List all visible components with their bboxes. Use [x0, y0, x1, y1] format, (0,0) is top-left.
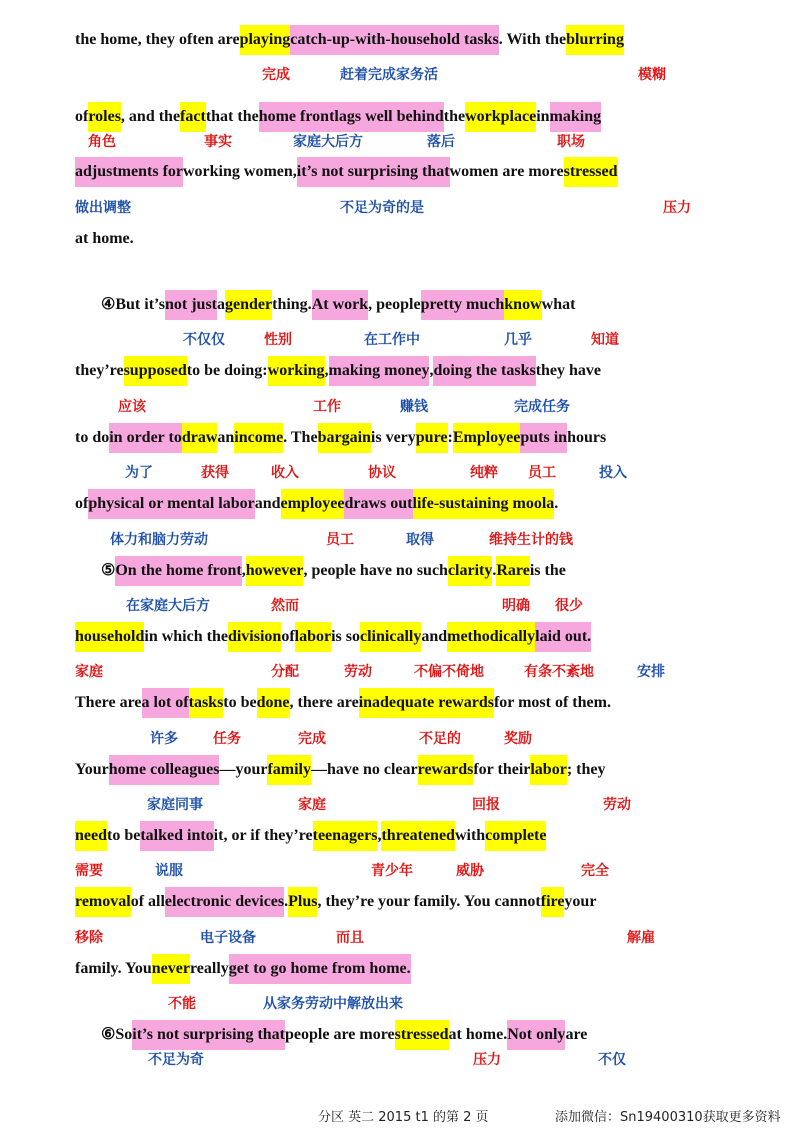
chinese-annotation: 家庭: [75, 664, 103, 680]
text-segment: working women,: [183, 163, 297, 180]
chinese-annotation: 需要: [75, 863, 103, 879]
text-segment: .: [284, 893, 289, 910]
text-segment: . The: [283, 429, 318, 446]
chinese-annotation: 获得: [201, 465, 229, 481]
text-segment: that the: [205, 108, 259, 125]
chinese-annotation: 奖励: [504, 731, 532, 747]
chinese-annotation: 而且: [336, 930, 364, 946]
chinese-annotation: 在家庭大后方: [126, 598, 210, 614]
chinese-annotation: 家庭: [298, 797, 326, 813]
text-segment: ④But it’s: [101, 296, 165, 313]
chinese-annotation: 职场: [557, 134, 585, 150]
pink-highlight-phrase: At work: [312, 290, 368, 320]
chinese-annotation: 纯粹: [470, 465, 498, 481]
yellow-highlight-phrase: done: [257, 688, 290, 718]
text-segment: .: [492, 562, 497, 579]
chinese-annotation: 青少年: [371, 863, 413, 879]
text-segment: ,: [377, 827, 382, 844]
text-segment: of: [281, 628, 295, 645]
pink-highlight-phrase: a lot of: [142, 688, 189, 718]
pink-highlight-phrase: talked into: [140, 821, 213, 851]
chinese-annotation: 回报: [472, 797, 500, 813]
chinese-annotation: 不仅: [598, 1052, 626, 1068]
chinese-annotation: 完成任务: [514, 399, 570, 415]
text-line: [75, 423, 606, 453]
pink-highlight-phrase: draws out: [344, 489, 412, 519]
yellow-highlight-phrase: bargain: [318, 423, 371, 453]
pink-highlight-phrase: catch-up-with-household tasks: [290, 25, 498, 55]
yellow-highlight-phrase: Plus: [288, 887, 317, 917]
contact-note: 添加微信：Sn19400310获取更多资料: [555, 1110, 781, 1125]
chinese-annotation: 完全: [581, 863, 609, 879]
yellow-highlight-phrase: methodically: [447, 622, 535, 652]
text-line: [75, 157, 618, 187]
chinese-annotation: 在工作中: [364, 332, 420, 348]
chinese-annotation: 从家务劳动中解放出来: [263, 996, 403, 1012]
yellow-highlight-phrase: Rare: [496, 556, 529, 586]
text-segment: an: [217, 429, 235, 446]
chinese-annotation: 知道: [591, 332, 619, 348]
pink-highlight-phrase: electronic devices: [165, 887, 284, 917]
text-segment: to be: [223, 694, 257, 711]
chinese-annotation: 压力: [663, 200, 691, 216]
text-segment: they have: [535, 362, 602, 379]
yellow-highlight-phrase: income: [234, 423, 283, 453]
text-segment: to be: [107, 827, 141, 844]
pink-highlight-phrase: lags well behind: [334, 102, 443, 132]
text-line: [75, 489, 558, 519]
yellow-highlight-phrase: family: [267, 755, 311, 785]
chinese-annotation: 压力: [473, 1052, 501, 1068]
chinese-annotation: 家庭同事: [147, 797, 203, 813]
yellow-highlight-phrase: fact: [180, 102, 206, 132]
chinese-annotation: 做出调整: [75, 200, 131, 216]
text-segment: really: [189, 960, 229, 977]
text-line: [75, 755, 605, 785]
text-line: [75, 688, 611, 718]
yellow-highlight-phrase: stressed: [395, 1020, 449, 1050]
chinese-annotation: 赚钱: [400, 399, 428, 415]
text-segment: in which the: [144, 628, 228, 645]
chinese-annotation: 然而: [271, 598, 299, 614]
yellow-highlight-phrase: blurring: [566, 25, 624, 55]
text-segment: —have no clear: [310, 761, 418, 778]
chinese-annotation: 说服: [155, 863, 183, 879]
yellow-highlight-phrase: tasks: [189, 688, 224, 718]
yellow-highlight-phrase: never: [152, 954, 190, 984]
yellow-highlight-phrase: life-sustaining moola: [413, 489, 555, 519]
pink-highlight-phrase: physical or mental labor: [88, 489, 254, 519]
yellow-highlight-phrase: household: [75, 622, 144, 652]
pink-highlight-phrase: it’s not surprising that: [132, 1020, 285, 1050]
yellow-highlight-phrase: threatened: [381, 821, 454, 851]
text-segment: , people have no such: [303, 562, 448, 579]
text-segment: for their: [473, 761, 531, 778]
pink-highlight-phrase: adjustments for: [75, 157, 183, 187]
yellow-highlight-phrase: teenagers: [313, 821, 378, 851]
chinese-annotation: 劳动: [603, 797, 631, 813]
text-segment: —your: [219, 761, 268, 778]
pink-highlight-phrase: not just: [165, 290, 217, 320]
text-segment: hours: [567, 429, 607, 446]
text-segment: is so: [331, 628, 360, 645]
text-line: [101, 290, 575, 320]
text-segment: is very: [370, 429, 416, 446]
text-segment: ,: [241, 562, 246, 579]
text-line: [75, 356, 601, 386]
chinese-annotation: 性别: [264, 332, 292, 348]
text-line: [75, 954, 411, 984]
text-segment: and: [254, 495, 281, 512]
pink-highlight-phrase: pretty much: [421, 290, 505, 320]
chinese-annotation: 不仅仅: [183, 332, 225, 348]
chinese-annotation: 不足为奇的是: [340, 200, 424, 216]
yellow-highlight-phrase: draw: [182, 423, 218, 453]
yellow-highlight-phrase: complete: [485, 821, 546, 851]
chinese-annotation: 不足为奇: [148, 1052, 204, 1068]
text-segment: people are more: [285, 1026, 395, 1043]
text-segment: of: [75, 495, 89, 512]
text-segment: of all: [130, 893, 165, 910]
text-segment: are: [565, 1026, 588, 1043]
yellow-highlight-phrase: clinically: [360, 622, 421, 652]
text-segment: at home.: [448, 1026, 508, 1043]
chinese-annotation: 完成: [262, 67, 290, 83]
yellow-highlight-phrase: rewards: [418, 755, 474, 785]
chinese-annotation: 角色: [88, 134, 116, 150]
chinese-annotation: 体力和脑力劳动: [110, 532, 208, 548]
text-segment: ⑤: [101, 562, 116, 579]
text-segment: ; they: [566, 761, 606, 778]
text-line: [75, 622, 591, 652]
text-segment: . With the: [498, 31, 567, 48]
chinese-annotation: 员工: [326, 532, 354, 548]
yellow-highlight-phrase: stressed: [564, 157, 618, 187]
yellow-highlight-phrase: know: [504, 290, 541, 320]
chinese-annotation: 安排: [637, 664, 665, 680]
text-segment: ,: [324, 362, 329, 379]
text-segment: There are: [75, 694, 142, 711]
text-segment: what: [541, 296, 576, 313]
yellow-highlight-phrase: inadequate rewards: [359, 688, 494, 718]
text-segment: the: [443, 108, 466, 125]
text-line: [75, 25, 624, 55]
chinese-annotation: 分配: [271, 664, 299, 680]
pink-highlight-phrase: home front: [259, 102, 335, 132]
chinese-annotation: 事实: [204, 134, 232, 150]
chinese-annotation: 任务: [213, 731, 241, 747]
chinese-annotation: 完成: [298, 731, 326, 747]
text-segment: ⑥So: [101, 1026, 133, 1043]
chinese-annotation: 不足的: [419, 731, 461, 747]
text-segment: at home.: [75, 230, 134, 247]
yellow-highlight-phrase: division: [228, 622, 281, 652]
chinese-annotation: 收入: [271, 465, 299, 481]
pink-highlight-phrase: laid out.: [535, 622, 591, 652]
chinese-annotation: 为了: [125, 465, 153, 481]
pink-highlight-phrase: get to go home from home.: [229, 954, 411, 984]
text-segment: , they’re your family. You cannot: [317, 893, 541, 910]
text-line: [101, 556, 566, 586]
text-segment: with: [454, 827, 486, 844]
text-segment: the home, they often are: [75, 31, 240, 48]
pink-highlight-phrase: Not only: [507, 1020, 565, 1050]
yellow-highlight-phrase: however: [246, 556, 304, 586]
text-segment: they’re: [75, 362, 124, 379]
pink-highlight-phrase: puts in: [520, 423, 567, 453]
text-segment: and: [421, 628, 448, 645]
yellow-highlight-phrase: Employee: [453, 423, 521, 453]
yellow-highlight-phrase: fire: [541, 887, 565, 917]
chinese-annotation: 协议: [368, 465, 396, 481]
pink-highlight-phrase: it’s not surprising that: [297, 157, 450, 187]
text-segment: of: [75, 108, 89, 125]
text-line: [75, 887, 596, 917]
chinese-annotation: 威胁: [456, 863, 484, 879]
chinese-annotation: 维持生计的钱: [489, 532, 573, 548]
chinese-annotation: 移除: [75, 930, 103, 946]
text-segment: a: [217, 296, 225, 313]
yellow-highlight-phrase: removal: [75, 887, 131, 917]
chinese-annotation: 不偏不倚地: [414, 664, 484, 680]
text-segment: for most of them.: [493, 694, 611, 711]
yellow-highlight-phrase: clarity: [448, 556, 492, 586]
text-line: [75, 224, 134, 254]
chinese-annotation: 几乎: [504, 332, 532, 348]
chinese-annotation: 家庭大后方: [293, 134, 363, 150]
chinese-annotation: 许多: [150, 731, 178, 747]
yellow-highlight-phrase: playing: [240, 25, 291, 55]
yellow-highlight-phrase: pure: [416, 423, 448, 453]
yellow-highlight-phrase: working: [268, 356, 325, 386]
yellow-highlight-phrase: need: [75, 821, 107, 851]
pink-highlight-phrase: On the home front: [115, 556, 241, 586]
text-segment: :: [447, 429, 453, 446]
chinese-annotation: 落后: [427, 134, 455, 150]
yellow-highlight-phrase: labor: [295, 622, 331, 652]
text-segment: .: [554, 495, 559, 512]
chinese-annotation: 劳动: [344, 664, 372, 680]
pink-highlight-phrase: making: [550, 102, 602, 132]
chinese-annotation: 工作: [313, 399, 341, 415]
text-segment: to be doing:: [186, 362, 268, 379]
text-segment: to do: [75, 429, 110, 446]
text-line: [101, 1020, 587, 1050]
chinese-annotation: 电子设备: [200, 930, 256, 946]
chinese-annotation: 投入: [599, 465, 627, 481]
text-segment: ,: [429, 362, 434, 379]
pink-highlight-phrase: doing the tasks: [433, 356, 535, 386]
yellow-highlight-phrase: gender: [225, 290, 272, 320]
chinese-annotation: 员工: [528, 465, 556, 481]
pink-highlight-phrase: in order to: [109, 423, 182, 453]
text-segment: in: [536, 108, 550, 125]
text-segment: is the: [529, 562, 566, 579]
text-segment: , people: [368, 296, 421, 313]
chinese-annotation: 有条不紊地: [524, 664, 594, 680]
text-segment: family. You: [75, 960, 152, 977]
chinese-annotation: 很少: [555, 598, 583, 614]
chinese-annotation: 解雇: [627, 930, 655, 946]
text-line: [75, 821, 546, 851]
text-segment: it, or if they’re: [213, 827, 313, 844]
chinese-annotation: 取得: [406, 532, 434, 548]
pink-highlight-phrase: making money: [329, 356, 430, 386]
yellow-highlight-phrase: supposed: [124, 356, 187, 386]
yellow-highlight-phrase: roles: [88, 102, 121, 132]
text-segment: , and the: [120, 108, 181, 125]
text-line: [75, 91, 602, 125]
chinese-annotation: 不能: [168, 996, 196, 1012]
yellow-highlight-phrase: workplace: [465, 102, 536, 132]
text-segment: thing.: [272, 296, 312, 313]
chinese-annotation: 应该: [118, 399, 146, 415]
yellow-highlight-phrase: labor: [530, 755, 566, 785]
pink-highlight-phrase: home colleagues: [109, 755, 220, 785]
chinese-annotation: 赶着完成家务活: [340, 67, 438, 83]
chinese-annotation: 明确: [502, 598, 530, 614]
text-segment: , there are: [289, 694, 359, 711]
text-segment: Your: [75, 761, 109, 778]
text-segment: women are more: [449, 163, 564, 180]
chinese-annotation: 模糊: [638, 67, 666, 83]
yellow-highlight-phrase: employee: [281, 489, 345, 519]
page-number-label: 分区 英二 2015 t1 的第 2 页: [318, 1110, 489, 1125]
text-segment: your: [564, 893, 597, 910]
